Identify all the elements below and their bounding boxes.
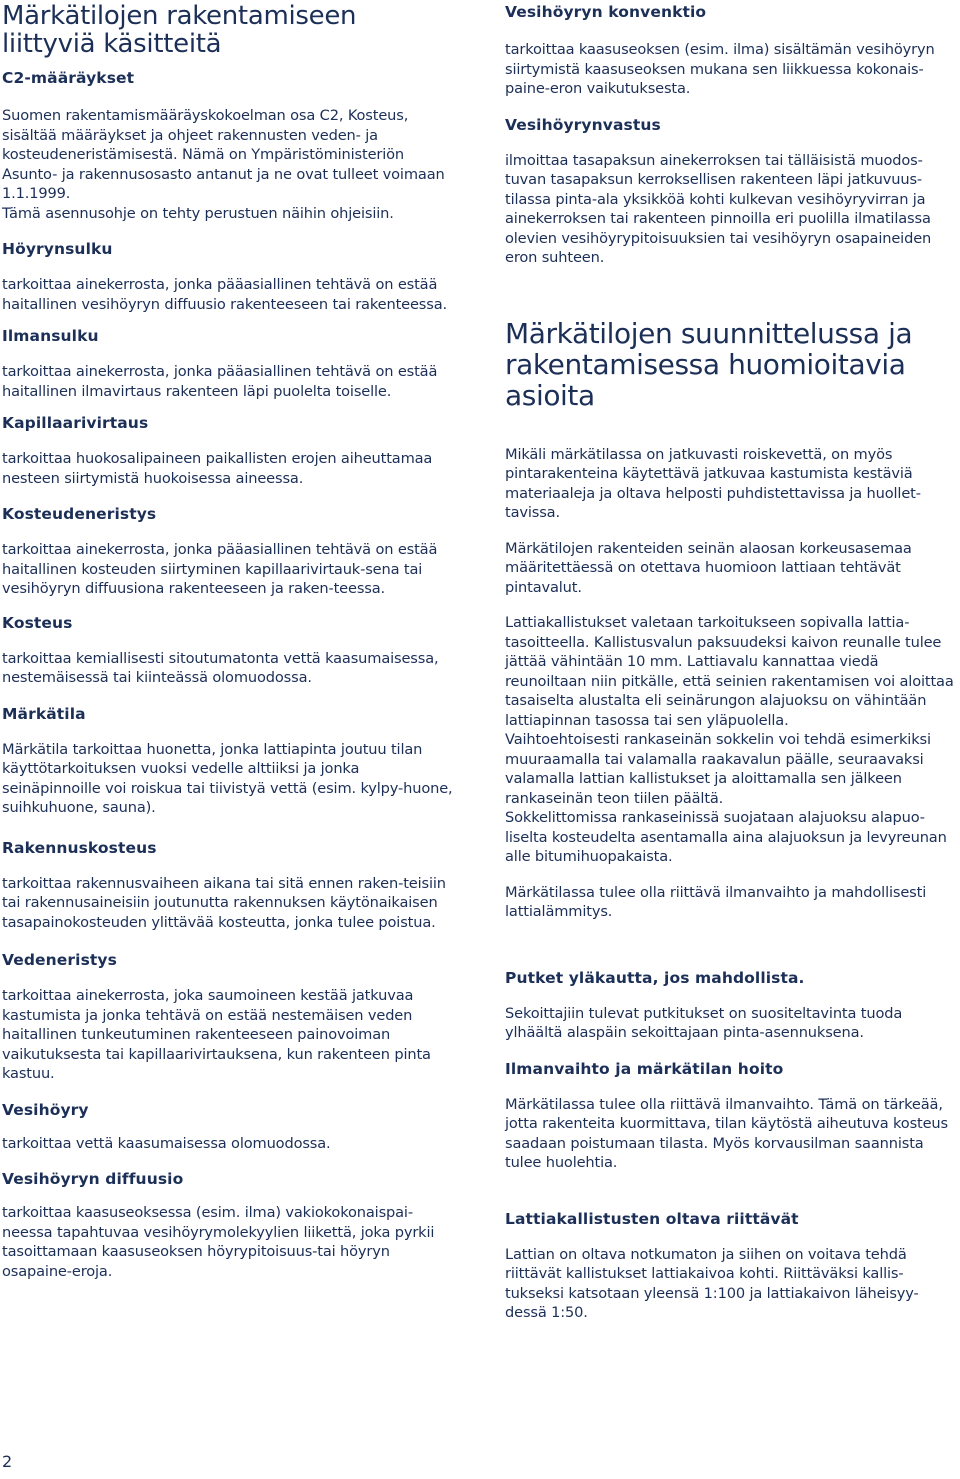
vedeneristys-heading: Vedeneristys [2,951,117,969]
vesihoyry-text: tarkoittaa vettä kaasumaisessa olomuodossa. [2,1134,331,1152]
vesihoyryn-diffuusio-text: tarkoittaa kaasuseoksessa (esim. ilma) vakiokokonaispai-neessa tapahtuvaa vesihöyrymolekyylien liikettä, joka pyrkii tasoittamaan kaasuseoksen höyrypitoisuus-tai höyryn osapaine-eroja. [2,1204,435,1280]
lattiakallistus-heading: Lattiakallistusten oltava riittävät [505,1209,799,1228]
page-title [2,2,454,58]
c2-text-2: Tämä asennusohje on tehty perustuen näihin ohjeisiin. [2,204,394,222]
section-title-line-1: Märkätilojen suunnittelussa ja [505,316,913,350]
lattiakallistus-text: Lattian on oltava notkumaton ja siihen on voitava tehdä riittävät kallistukset lattiakaivoa kohti. Riittäväksi kallis-tukseksi katsotaan yleensä 1:100 ja lattiakaivon läheisyy-dessä 1:50. [505,1245,919,1321]
ilmansulku-text: tarkoittaa ainekerrosta, jonka pääasiallinen tehtävä on estää haitallinen ilmavirtaus rakenteen läpi puolelta toiselle. [2,363,438,400]
paragraph-4: Märkätilassa tulee olla riittävä ilmanvaihto ja mahdollisesti lattialämmitys. [505,883,927,920]
markatila-text: Märkätila tarkoittaa huonetta, jonka lattiapinta joutuu tilan käyttötarkoituksen vuoksi vedelle alttiiksi ja jonka seinäpinnoille voi roiskua tai tiivistyä vettä (esim. kylpy-huone, suihkuhuone, sauna). [2,740,453,816]
kosteus-text: tarkoittaa kemiallisesti sitoutumatonta vettä kaasumaisessa, nestemäisessä tai kiinteässä olomuodossa. [2,649,439,686]
paragraph-3c: Sokkelittomissa rankaseinissä suojataan alajuoksu alapuo-liselta kosteudelta asentamalla aina alajuoksun ja levyreunan alle bitumihuopakaista. [505,809,947,865]
putket-text: Sekoittajiin tulevat putkitukset on suositeltavinta tuoda ylhäältä alaspäin sekoittajaan pinta-asennuksena. [505,1004,903,1041]
vesihoyryn-diffuusio-heading: Vesihöyryn diffuusio [2,1170,184,1188]
rakennuskosteus-text: tarkoittaa rakennusvaiheen aikana tai sitä ennen raken-teisiin tai rakennusaineisiin joutunutta rakennuksen käytönaikaisen tasapainokosteuden ylittävää kosteutta, jonka tulee poistua. [2,874,446,931]
rakennuskosteus-heading: Rakennuskosteus [2,838,157,857]
paragraph-3a: Lattiakallistukset valetaan tarkoitukseen sopivalla lattia-tasoitteella. Kallistusvalun paksuudeksi kaivon reunalle tulee jättää vähintään 10 mm. Lattiavalu kannattaa viedä reunoiltaan niin pitkälle, että seinien rakentamisen voi aloittaa tasaiselta alustalta eli seinärungon alajuoksu on vähintään lattiapinnan tasossa tai sen yläpuolella. [505,614,954,729]
vesihoyrynvastus-heading: Vesihöyrynvastus [505,115,661,134]
kapillaarivirtaus-text: tarkoittaa huokosalipaineen paikallisten erojen aiheuttamaa nesteen siirtymistä huokoisessa aineessa. [2,450,433,487]
page-number: 2 [2,1452,13,1471]
kapillaarivirtaus-heading: Kapillaarivirtaus [2,414,149,432]
vedeneristys-text: tarkoittaa ainekerrosta, joka saumoineen kestää jatkuvaa kastumista ja jonka tehtävä on estää nestemäisen veden haitallinen tunkeutuminen rakenteeseen painovoiman vaikutuksesta tai kapillaarivirtauksena, kun rakenteen pinta kastuu. [2,987,431,1082]
konvenktio-text: tarkoittaa kaasuseoksen (esim. ilma) sisältämän vesihöyryn siirtymistä kaasuseoksen mukana sen liikkuessa kokonais-paine-eron vaikutuksesta. [505,41,935,97]
c2-text: Suomen rakentamismääräyskokoelman osa C2, Kosteus, sisältää määräykset ja ohjeet rakennusten veden- ja kosteudeneristämisestä. Nämä on Ympäristöministeriön Asunto- ja rakennusosasto antanut ja ne ovat tulleet voimaan 1.1.1999. [2,107,445,202]
right-column [505,0,957,1323]
vesihoyry-heading: Vesihöyry [2,1100,89,1119]
konvenktio-heading: Vesihöyryn konvenktio [505,3,707,21]
ilmanvaihto-heading: Ilmanvaihto ja märkätilan hoito [505,1059,784,1078]
page-title-line-1: Märkätilojen rakentamiseen [2,1,357,31]
paragraph-2: Märkätilojen rakenteiden seinän alaosan korkeusasemaa määritettäessä on otettava huomioon lattiaan tehtävät pintavalut. [505,539,912,596]
kosteus-heading: Kosteus [2,613,73,632]
kosteudeneristys-heading: Kosteudeneristys [2,505,157,523]
paragraph-1: Mikäli märkätilassa on jatkuvasti roiskevettä, on myös pintarakenteina käytettävä jatkuvaa kastumista kestäviä materiaaleja ja oltava helposti puhdistettavissa ja huollet-tavissa. [505,445,921,521]
putket-heading: Putket yläkautta, jos mahdollista. [505,968,805,987]
markatila-heading: Märkätila [2,704,86,723]
hoyrynsulku-text: tarkoittaa ainekerrosta, jonka pääasiallinen tehtävä on estää haitallinen vesihöyryn diffuusio rakenteeseen tai rakenteessa. [2,276,447,313]
vesihoyrynvastus-text: ilmoittaa tasapaksun ainekerroksen tai tälläisistä muodos-tuvan tasapaksun kerroksellisen rakenteen läpi jatkuvuus-tilassa pinta-ala yksikköä kohti kulkevan vesihöyryvirran ja ainekerroksen tai rakenteen pinnoilla eri puolilla ilmatilassa olevien vesihöyrypitoisuuksien tai vesihöyryn osapaineiden eron suhteen. [505,151,932,266]
section-title-line-2: rakentamisessa huomioitavia asioita [505,347,906,412]
left-column [2,0,454,1281]
c2-heading: C2-määräykset [2,69,135,87]
ilmansulku-heading: Ilmansulku [2,327,99,345]
paragraph-3b: Vaihtoehtoisesti rankaseinän sokkelin voi tehdä esimerkiksi muuraamalla tai valamalla raakavalun päälle, seuraavaksi valamalla lattian kallistukset ja aloittamalla sen jälkeen rankaseinän teon tiilen päältä. [505,731,931,807]
section-title [505,318,957,411]
kosteudeneristys-text: tarkoittaa ainekerrosta, jonka pääasiallinen tehtävä on estää haitallinen kosteuden siirtyminen kapillaarivirtauk-sena tai vesihöyryn diffuusiona rakenteeseen ja raken-teessa. [2,541,438,597]
hoyrynsulku-heading: Höyrynsulku [2,240,113,258]
page-title-line-2: liittyviä käsitteitä [2,29,222,59]
ilmanvaihto-text: Märkätilassa tulee olla riittävä ilmanvaihto. Tämä on tärkeää, jotta rakenteita kuormittava, tilan käytöstä aiheutuva kosteus saadaan poistumaan tilasta. Myös korvausilman saannista tulee huolehtia. [505,1095,948,1171]
